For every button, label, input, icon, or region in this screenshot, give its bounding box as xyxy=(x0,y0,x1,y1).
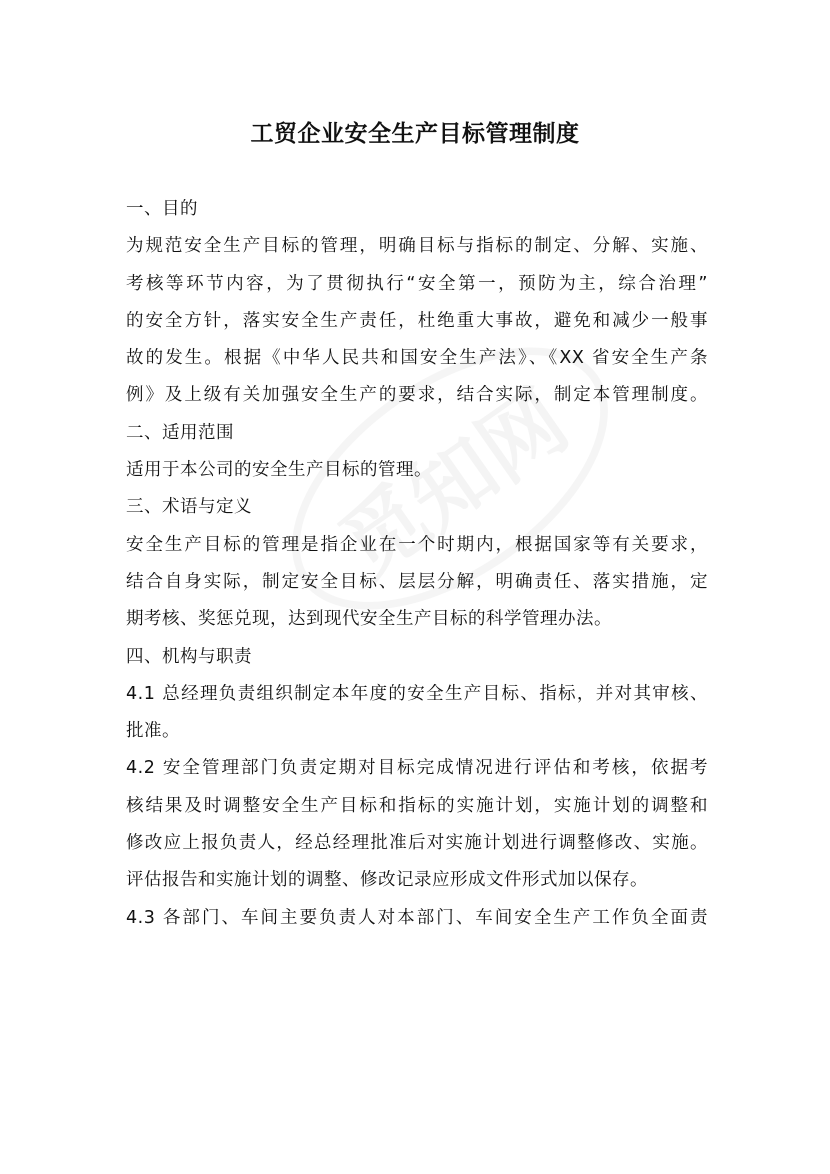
paragraph-line: 适用于本公司的安全生产目标的管理。 xyxy=(126,460,432,481)
paragraph-line: 为规范安全生产目标的管理，明确目标与指标的制定、分解、实施、 xyxy=(126,236,708,257)
paragraph-line: 修改应上报负责人，经总经理批准后对实施计划进行调整修改、实施。 xyxy=(126,833,708,854)
paragraph-line: 安全生产目标的管理是指企业在一个时期内，根据国家等有关要求， xyxy=(126,534,708,555)
document-body xyxy=(126,196,708,942)
section-heading: 四、机构与职责 xyxy=(126,646,252,667)
paragraph-line: 的安全方针，落实安全生产责任，杜绝重大事故，避免和减少一般事 xyxy=(126,310,708,331)
paragraph-line: 期考核、奖惩兑现，达到现代安全生产目标的科学管理办法。 xyxy=(126,609,612,630)
section-heading: 二、适用范围 xyxy=(126,422,234,443)
paragraph-line: 例》及上级有关加强安全生产的要求，结合实际，制定本管理制度。 xyxy=(126,385,708,406)
section-heading: 一、目的 xyxy=(126,199,198,219)
paragraph-line: 故的发生。根据《中华人民共和国安全生产法》、《XX 省安全生产条 xyxy=(126,348,708,369)
paragraph-line: 考核等环节内容，为了贯彻执行“安全第一，预防为主，综合治理” xyxy=(126,273,708,294)
paragraph-line: 评估报告和实施计划的调整、修改记录应形成文件形式加以保存。 xyxy=(126,870,648,891)
paragraph-line: 批准。 xyxy=(126,721,180,742)
paragraph-line: 4.2 安全管理部门负责定期对目标完成情况进行评估和考核，依据考 xyxy=(126,758,708,779)
paragraph-line: 4.1 总经理负责组织制定本年度的安全生产目标、指标，并对其审核、 xyxy=(126,683,708,704)
section-heading: 三、术语与定义 xyxy=(126,497,252,518)
paragraph-line: 4.3 各部门、车间主要负责人对本部门、车间安全生产工作负全面责 xyxy=(126,907,708,928)
paragraph-line: 核结果及时调整安全生产目标和指标的实施计划，实施计划的调整和 xyxy=(126,795,708,816)
document-title: 工贸企业安全生产目标管理制度 xyxy=(250,121,580,147)
paragraph-line: 结合自身实际，制定安全目标、层层分解，明确责任、落实措施，定 xyxy=(126,571,708,592)
